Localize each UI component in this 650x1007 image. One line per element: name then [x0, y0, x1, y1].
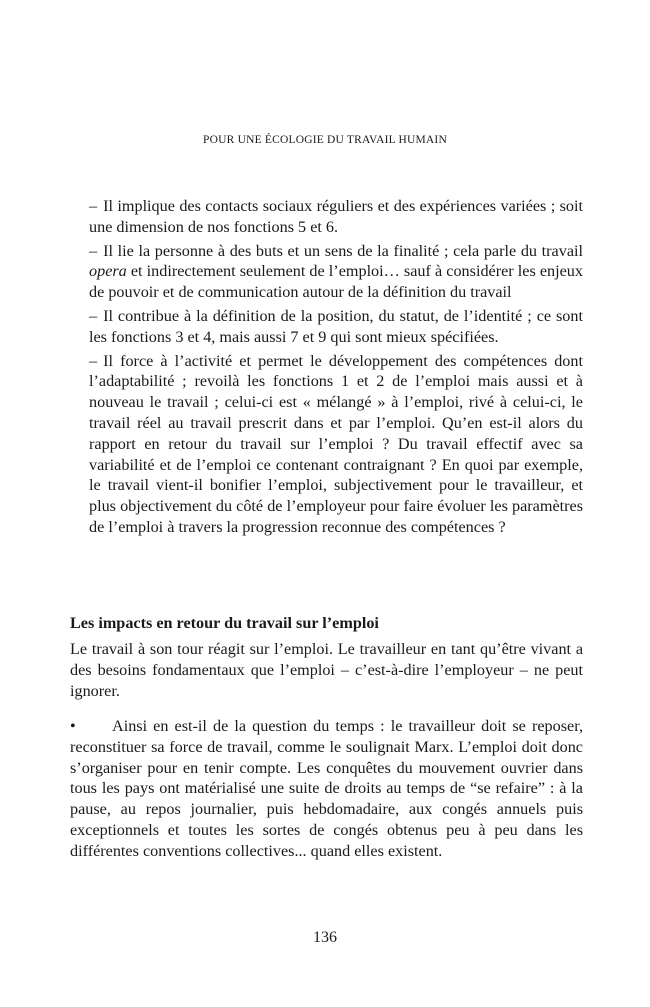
intro-paragraph: Le travail à son tour réagit sur l’emploi. Le travailleur en tant qu’être vivant a des besoins fondamentaux que l’emploi – c’est-à-dire l’employeur – ne peut ignorer. — [70, 640, 583, 700]
bullet-paragraph — [70, 716, 583, 862]
page-number: 136 — [313, 929, 337, 946]
list-item-1 — [70, 196, 583, 238]
dash-marker: – — [89, 351, 98, 370]
list-item-text: Il implique des contacts sociaux réguliers et des expériences variées ; soit une dimension de nos fonctions 5 et 6. — [89, 197, 583, 236]
emphasis-opera: opera — [89, 262, 127, 281]
list-section — [70, 196, 583, 538]
dash-marker: – — [89, 306, 98, 325]
list-item-text-before: Il lie la personne à des buts et un sens de la finalité ; cela parle du travail — [103, 241, 583, 260]
dash-marker: – — [89, 241, 98, 260]
list-item-text: Il contribue à la définition de la position, du statut, de l’identité ; ce sont les fonctions 3 et 4, mais aussi 7 et 9 qui sont mieux spécifiées. — [89, 306, 583, 346]
dash-marker: – — [89, 197, 98, 215]
bullet-marker: • — [70, 717, 76, 735]
section-heading: Les impacts en retour du travail sur l’emploi — [70, 614, 379, 632]
running-head: POUR UNE ÉCOLOGIE DU TRAVAIL HUMAIN — [203, 134, 447, 146]
bullet-text: Ainsi en est-il de la question du temps : le travailleur doit se reposer, reconstituer sa force de travail, comme le soulignait Marx. L’emploi doit donc s’organiser pour en tenir compte. Les conquêtes du mouvement ouvrier dans tous les pays ont matérialisé une suite de droits au temps de “se refaire” : à la pause, au repos journalier, puis hebdomadaire, aux congés annuels puis exceptionnels et toutes les sortes de congés obtenus peu à peu dans les différentes conventions collectives... quand elles existent. — [70, 717, 583, 860]
list-item-3 — [70, 306, 583, 348]
list-item-text-after: et indirectement seulement de l’emploi… sauf à considérer les enjeux de pouvoir et de communication autour de la définition du travail — [89, 262, 583, 302]
list-item-text: Il force à l’activité et permet le développement des compétences dont l’adaptabilité ; revoilà les fonctions 1 et 2 de l’emploi mais aussi et à nouveau le travail ; celui-ci est « mélangé » à l’emploi, rivé à celui-ci, le travail réel au travail prescrit dans et par l’emploi. Qu’en est-il alors du rapport en retour du travail sur l’emploi ? Du travail effectif avec sa variabilité et de l’emploi ce contenant contraignant ? En quoi par exemple, le travail vient-il bonifier l’emploi, subjectivement pour le travailleur, et plus objectivement du côté de l’employeur pour faire évoluer les paramètres de l’emploi à travers la progression reconnue des compétences ? — [89, 351, 583, 536]
intro-section — [70, 639, 583, 701]
list-item-2 — [70, 241, 583, 303]
list-item-4 — [70, 351, 583, 538]
bullet-section — [70, 716, 583, 862]
